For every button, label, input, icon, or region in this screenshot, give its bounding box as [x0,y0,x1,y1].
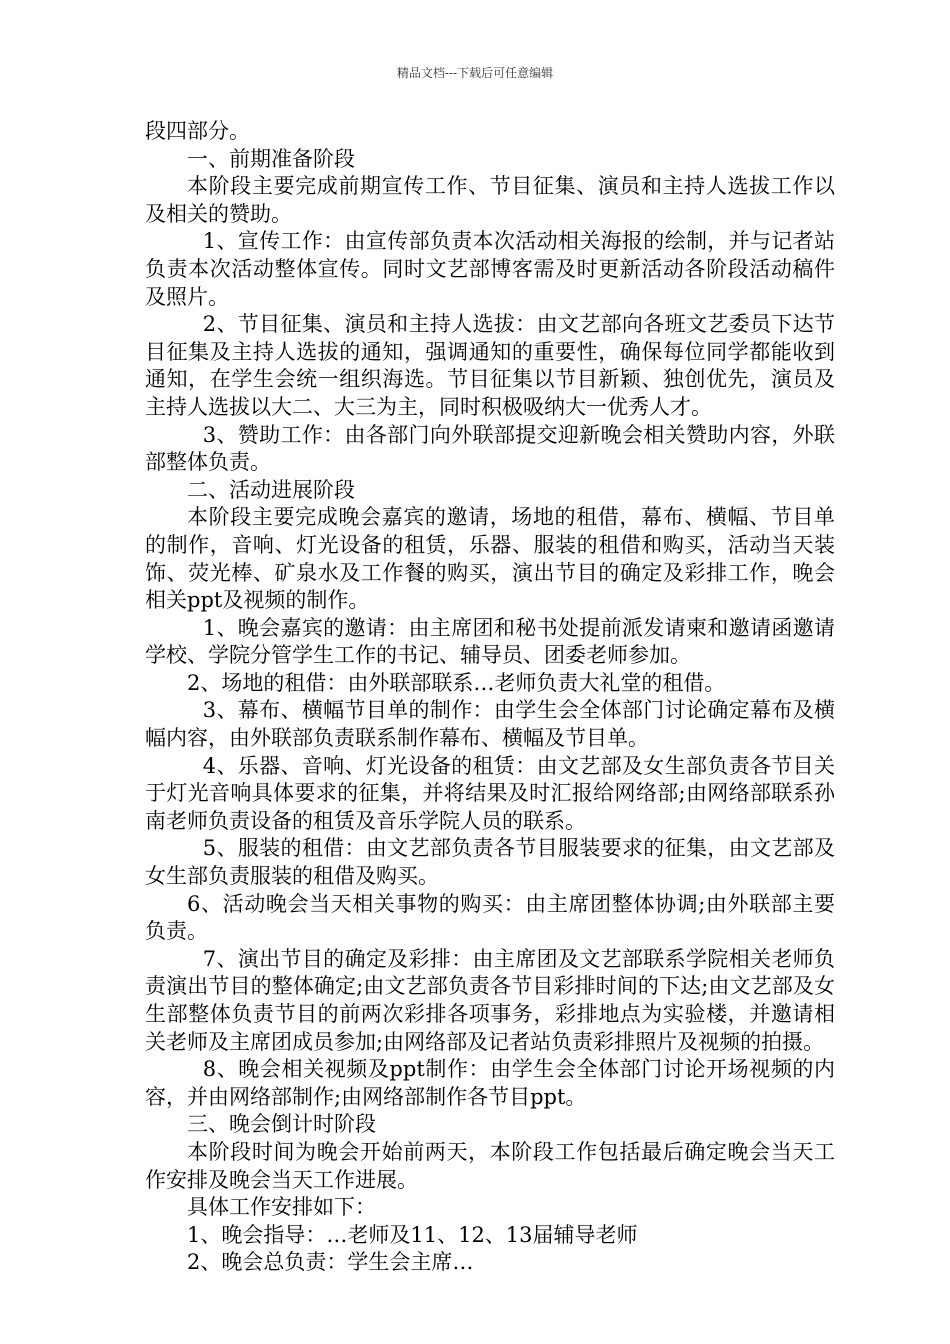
section-heading-preparation: 一、前期准备阶段 [187,146,355,171]
section-heading-countdown: 三、晚会倒计时阶段 [187,1112,376,1137]
paragraph-countdown-summary: 本阶段时间为晚会开始前两天，本阶段工作包括最后确定晚会当天工作安排及晚会当天工作进展。 [145,1139,835,1192]
paragraph-costume-rental: 5、服装的租借：由文艺部负责各节目服装要求的征集，由文艺部及女生部负责服装的租借及购买。 [145,836,835,889]
paragraph-arrangement-intro: 具体工作安排如下： [187,1195,376,1220]
paragraph-equipment-rental: 4、乐器、音响、灯光设备的租赁：由文艺部及女生部负责各节目关于灯光音响具体要求的征集，并将结果及时汇报给网络部;由网络部联系孙南老师负责设备的租赁及音乐学院人员的联系。 [145,753,835,833]
paragraph-purchases: 6、活动晚会当天相关事物的购买：由主席团整体协调;由外联部主要负责。 [145,891,835,944]
paragraph-rehearsal: 7、演出节目的确定及彩排：由主席团及文艺部联系学院相关老师负责演出节目的整体确定;由文艺部负责各节目彩排时间的下达;由文艺部及女生部整体负责节目的前两次彩排各项事务，彩排地点为实验楼，并邀请相关老师及主席团成员参加;由网络部及记者站负责彩排照片及视频的拍摄。 [145,946,835,1054]
section-heading-progress: 二、活动进展阶段 [187,477,355,502]
paragraph-chief-responsible: 2、晚会总负责：学生会主席… [187,1250,474,1275]
paragraph-program-selection: 2、节目征集、演员和主持人选拔：由文艺部向各班文艺委员下达节目征集及主持人选拔的通知，强调通知的重要性，确保每位同学都能收到通知，在学生会统一组织海选。节目征集以节目新颖、独创优先，演员及主持人选拔以大二、大三为主，同时积极吸纳大一优秀人才。 [145,312,835,419]
paragraph-venue-rental: 2、场地的租借：由外联部联系…老师负责大礼堂的租借。 [187,670,726,695]
paragraph-banner-production: 3、幕布、横幅节目单的制作：由学生会全体部门讨论确定幕布及横幅内容，由外联部负责联系制作幕布、横幅及节目单。 [145,698,835,751]
paragraph-progress-summary: 本阶段主要完成晚会嘉宾的邀请，场地的租借，幕布、横幅、节目单的制作，音响、灯光设备的租赁，乐器、服装的租借和购买，活动当天装饰、荧光棒、矿泉水及工作餐的购买，演出节目的确定及彩排工作，晚会相关ppt及视频的制作。 [145,505,835,613]
paragraph-video-ppt: 8、晚会相关视频及ppt制作：由学生会全体部门讨论开场视频的内容，并由网络部制作;由网络部制作各节目ppt。 [145,1057,835,1109]
paragraph-guest-invitation: 1、晚会嘉宾的邀请：由主席团和秘书处提前派发请柬和邀请函邀请学校、学院分管学生工作的书记、辅导员、团委老师参加。 [145,615,835,668]
paragraph-guidance: 1、晚会指导：…老师及11、12、13届辅导老师 [187,1222,638,1247]
paragraph-sponsorship: 3、赞助工作：由各部门向外联部提交迎新晚会相关赞助内容，外联部整体负责。 [145,422,835,475]
paragraph-continuation: 段四部分。 [145,119,250,143]
paragraph-preparation-summary: 本阶段主要完成前期宣传工作、节目征集、演员和主持人选拔工作以及相关的赞助。 [145,174,835,226]
page-header: 精品文档---下载后可任意编辑 [396,66,554,80]
paragraph-publicity: 1、宣传工作：由宣传部负责本次活动相关海报的绘制，并与记者站负责本次活动整体宣传。同时文艺部博客需及时更新活动各阶段活动稿件及照片。 [145,229,835,309]
document-body [145,118,835,1277]
